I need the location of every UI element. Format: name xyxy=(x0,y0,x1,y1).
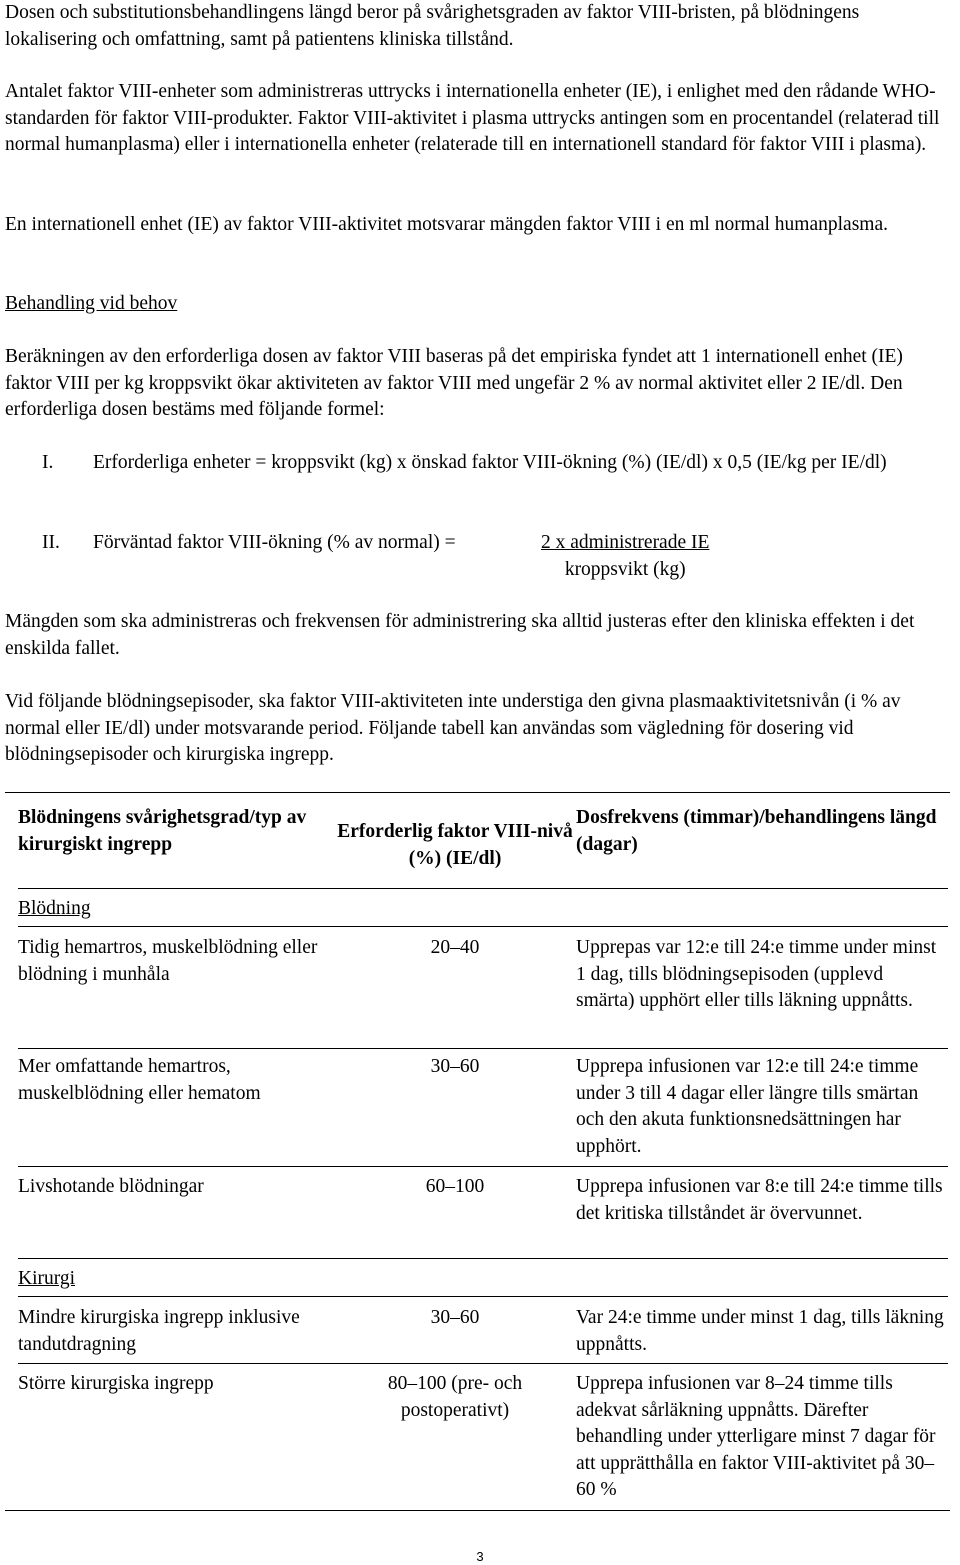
cell-severity: Mindre kirurgiska ingrepp inklusive tandutdragning xyxy=(18,1307,300,1355)
page-number: 3 xyxy=(476,1549,484,1564)
cell-frequency: Upprepa infusionen var 8:e till 24:e timme tills det kritiska tillståndet är övervunnet. xyxy=(576,1176,943,1224)
cell-frequency: Upprepa infusionen var 8–24 timme tills adekvat sårläkning uppnåtts. Därefter behandling under ytterligare minst 7 dagar för att upprätthålla en faktor VIII-aktivitet på 30–60 % xyxy=(576,1373,936,1500)
section-bleeding: Blödning xyxy=(18,898,91,919)
paragraph-adjustment: Mängden som ska administreras och frekvensen för administrering ska alltid justeras efter den kliniska effekten i det enskilda fallet. xyxy=(5,611,915,659)
row-rule xyxy=(18,926,948,927)
cell-frequency: Upprepas var 12:e till 24:e timme under minst 1 dag, tills blödningsepisoden (upplevd smärta) upphört eller tills läkning uppnåtts. xyxy=(576,937,937,1011)
cell-level: 80–100 (pre- och postoperativt) xyxy=(387,1373,523,1421)
header-severity: Blödningens svårighetsgrad/typ av kirurgiskt ingrepp xyxy=(18,807,307,855)
cell-severity: Livshotande blödningar xyxy=(18,1176,204,1197)
header-required-level: Erforderlig faktor VIII-nivå (%) (IE/dl) xyxy=(337,821,573,869)
formula-text: Förväntad faktor VIII-ökning (% av normal) = xyxy=(93,532,456,553)
paragraph-unit-definition: En internationell enhet (IE) av faktor VIII-aktivitet motsvarar mängden faktor VIII i en ml normal humanplasma. xyxy=(5,214,888,235)
fraction-numerator: 2 x administrerade IE xyxy=(541,532,710,553)
dosing-table xyxy=(5,792,950,1511)
paragraph-units: Antalet faktor VIII-enheter som administreras uttrycks i internationella enheter (IE), i enlighet med den rådande WHO-standarden för faktor VIII-produkter. Faktor VIII-aktivitet i plasma uttrycks antingen som en procentandel (relaterad till normal humanplasma) eller i internationella enheter (relaterade till en internationell standard för faktor VIII i plasma). xyxy=(5,81,940,155)
cell-frequency: Upprepa infusionen var 12:e till 24:e timme under 3 till 4 dagar eller längre tills smärtan och den akuta funktionsnedsättningen har upphört. xyxy=(576,1056,919,1157)
formula-number: I. xyxy=(42,452,54,473)
cell-level: 30–60 xyxy=(430,1056,480,1077)
section-surgery: Kirurgi xyxy=(18,1268,76,1289)
cell-frequency: Var 24:e timme under minst 1 dag, tills läkning uppnåtts. xyxy=(576,1307,944,1355)
paragraph-dose-duration: Dosen och substitutionsbehandlingens längd beror på svårighetsgraden av faktor VIII-bristen, på blödningens lokalisering och omfattning, samt på patientens kliniska tillstånd. xyxy=(5,2,860,50)
row-rule xyxy=(18,1258,948,1259)
formula-number: II. xyxy=(42,532,60,553)
cell-severity: Större kirurgiska ingrepp xyxy=(18,1373,214,1394)
formula-text: Erforderliga enheter = kroppsvikt (kg) x önskad faktor VIII-ökning (%) (IE/dl) x 0,5 (IE/kg per IE/dl) xyxy=(93,452,887,473)
cell-severity: Mer omfattande hemartros, muskelblödning eller hematom xyxy=(18,1056,261,1104)
cell-level: 60–100 xyxy=(425,1176,485,1197)
row-rule xyxy=(18,1363,948,1364)
section-heading-on-demand: Behandling vid behov xyxy=(5,293,178,314)
cell-severity: Tidig hemartros, muskelblödning eller blödning i munhåla xyxy=(18,937,318,985)
formula-fraction xyxy=(541,530,709,583)
paragraph-dose-calculation: Beräkningen av den erforderliga dosen av faktor VIII baseras på det empiriska fyndet att 1 internationell enhet (IE) faktor VIII per kg kroppsvikt ökar aktiviteten av faktor VIII med ungefär 2 % av normal aktivitet eller 2 IE/dl. Den erforderliga dosen bestäms med följande formel: xyxy=(5,346,903,420)
row-rule xyxy=(18,1166,948,1167)
header-dose-frequency: Dosfrekvens (timmar)/behandlingens längd (dagar) xyxy=(576,807,937,855)
cell-level: 30–60 xyxy=(430,1307,480,1328)
fraction-denominator: kroppsvikt (kg) xyxy=(564,558,686,580)
row-rule xyxy=(18,1296,948,1297)
cell-level: 20–40 xyxy=(430,937,480,958)
row-rule xyxy=(18,1048,948,1049)
paragraph-table-intro: Vid följande blödningsepisoder, ska faktor VIII-aktiviteten inte understiga den givna plasmaaktivitetsnivån (i % av normal eller IE/dl) under motsvarande period. Följande tabell kan användas som vägledning för dosering vid blödningsepisoder och kirurgiska ingrepp. xyxy=(5,691,901,765)
header-rule xyxy=(18,888,948,889)
